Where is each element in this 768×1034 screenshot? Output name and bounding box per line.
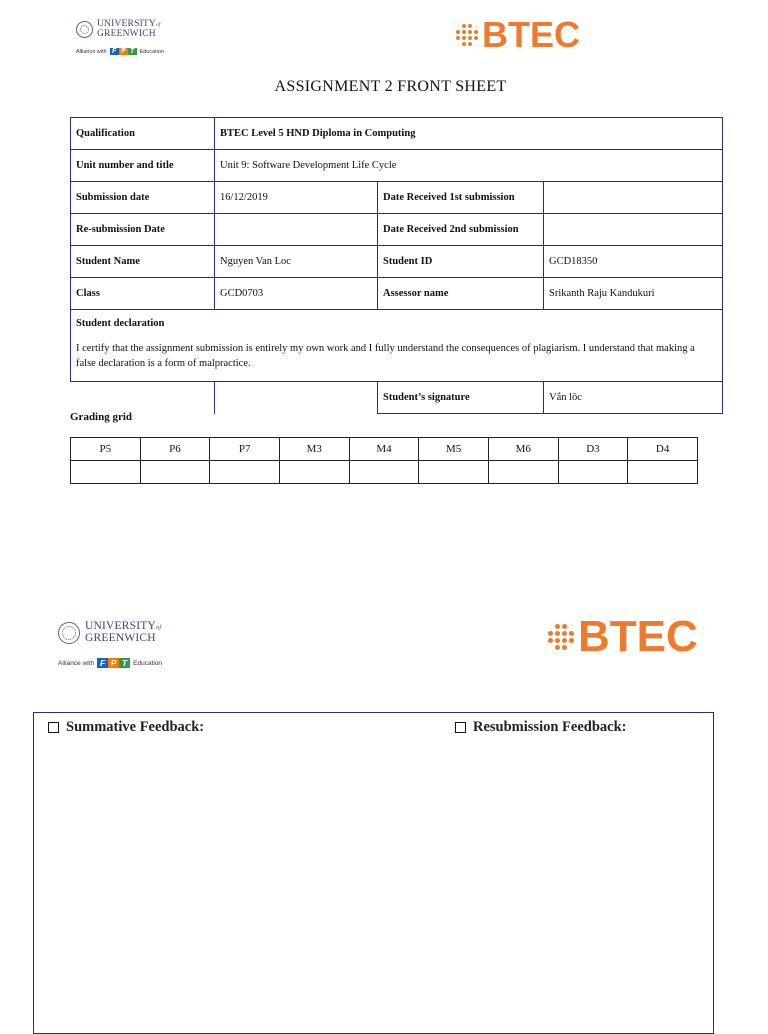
unit-label: Unit number and title — [71, 150, 215, 182]
grading-cell-d3[interactable] — [558, 461, 628, 484]
grading-cell-p6[interactable] — [140, 461, 210, 484]
front-sheet-table — [70, 117, 723, 414]
grading-header-p6: P6 — [140, 438, 210, 461]
grading-header-m5: M5 — [419, 438, 489, 461]
fpt-alliance-line-2: Alliance with F P T Education — [58, 658, 163, 668]
grading-cell-m3[interactable] — [279, 461, 349, 484]
btec-logo-2: BTEC — [548, 612, 698, 662]
resubmission-row — [71, 214, 723, 246]
grading-cell-m6[interactable] — [488, 461, 558, 484]
declaration-cell — [71, 310, 723, 382]
grading-header-p7: P7 — [210, 438, 280, 461]
btec-dot — [462, 24, 466, 28]
grading-cell-p5[interactable] — [71, 461, 141, 484]
signature-value: Vắn lôc — [544, 382, 723, 414]
student-name-value: Nguyen Van Loc — [215, 246, 378, 278]
grading-header-m3: M3 — [279, 438, 349, 461]
class-value: GCD0703 — [215, 278, 378, 310]
declaration-text: I certify that the assignment submission is entirely my own work and I fully understand the consequences of plagiarism. I understand that making a false declaration is a form of malpractice. — [76, 343, 695, 370]
submission-date-value: 16/12/2019 — [215, 182, 378, 214]
btec-dot — [555, 638, 560, 643]
declaration-row — [71, 310, 723, 382]
resubmission-feedback-label: Resubmission Feedback: — [473, 719, 627, 735]
btec-dot — [468, 30, 472, 34]
btec-dot — [569, 631, 574, 636]
btec-dot — [462, 30, 466, 34]
btec-dot — [468, 36, 472, 40]
summative-checkbox[interactable] — [48, 722, 59, 733]
greenwich-logo: UNIVERSITYof GREENWICH — [76, 20, 160, 39]
grading-grid-header-row — [71, 438, 698, 461]
student-id-value: GCD18350 — [544, 246, 723, 278]
student-name-label: Student Name — [71, 246, 215, 278]
unit-value: Unit 9: Software Development Life Cycle — [215, 150, 723, 182]
btec-dot — [462, 42, 466, 46]
fpt-alliance-line: Alliance with F P T Education — [76, 48, 165, 55]
grading-header-m4: M4 — [349, 438, 419, 461]
page-title: ASSIGNMENT 2 FRONT SHEET — [274, 78, 507, 95]
btec-dot — [562, 624, 567, 629]
btec-dot — [548, 638, 553, 643]
assessor-value: Srikanth Raju Kandukuri — [544, 278, 723, 310]
grading-cell-p7[interactable] — [210, 461, 280, 484]
grading-cell-m5[interactable] — [419, 461, 489, 484]
btec-dot — [562, 631, 567, 636]
btec-dot — [456, 30, 460, 34]
grading-header-p5: P5 — [71, 438, 141, 461]
btec-dots-icon — [456, 24, 478, 46]
submission-date-label: Submission date — [71, 182, 215, 214]
btec-dot — [468, 24, 472, 28]
grading-grid-value-row — [71, 461, 698, 484]
feedback-box — [33, 712, 714, 1034]
btec-dot — [474, 30, 478, 34]
btec-dot — [555, 645, 560, 650]
signature-row — [71, 382, 723, 414]
qualification-row — [71, 118, 723, 150]
assessor-label: Assessor name — [378, 278, 544, 310]
grading-cell-d4[interactable] — [628, 461, 698, 484]
date-received-2-label: Date Received 2nd submission — [378, 214, 544, 246]
date-received-1-label: Date Received 1st submission — [378, 182, 544, 214]
btec-dot — [555, 624, 560, 629]
resubmission-date-value[interactable] — [215, 214, 378, 246]
grading-grid-label: Grading grid — [70, 411, 133, 423]
grading-grid-table — [70, 437, 698, 484]
btec-dot — [474, 36, 478, 40]
summative-feedback[interactable] — [48, 719, 204, 736]
greenwich-logo-2: UNIVERSITYof GREENWICH — [58, 621, 161, 644]
btec-dot — [555, 631, 560, 636]
btec-dots-icon — [548, 624, 574, 650]
resubmission-checkbox[interactable] — [455, 722, 466, 733]
qualification-label: Qualification — [71, 118, 215, 150]
signature-label: Student’s signature — [378, 382, 544, 414]
btec-dot — [562, 638, 567, 643]
grading-cell-m4[interactable] — [349, 461, 419, 484]
btec-dot — [462, 36, 466, 40]
grading-header-m6: M6 — [488, 438, 558, 461]
unit-row — [71, 150, 723, 182]
grading-header-d4: D4 — [628, 438, 698, 461]
submission-row — [71, 182, 723, 214]
btec-dot — [569, 638, 574, 643]
btec-logo: BTEC — [456, 14, 580, 56]
resubmission-feedback[interactable] — [455, 719, 626, 736]
student-id-label: Student ID — [378, 246, 544, 278]
greenwich-seal-icon — [58, 622, 80, 644]
student-row — [71, 246, 723, 278]
btec-dot — [456, 36, 460, 40]
btec-dot — [562, 645, 567, 650]
qualification-value: BTEC Level 5 HND Diploma in Computing — [215, 118, 723, 150]
resubmission-date-label: Re-submission Date — [71, 214, 215, 246]
class-row — [71, 278, 723, 310]
fpt-logo-2: F P T — [97, 658, 130, 668]
greenwich-seal-icon — [76, 21, 93, 38]
fpt-logo: F P T — [110, 48, 137, 55]
summative-feedback-label: Summative Feedback: — [66, 719, 205, 735]
grading-header-d3: D3 — [558, 438, 628, 461]
date-received-1-value[interactable] — [544, 182, 723, 214]
date-received-2-value[interactable] — [544, 214, 723, 246]
class-label: Class — [71, 278, 215, 310]
declaration-label: Student declaration — [76, 318, 165, 329]
btec-dot — [468, 42, 472, 46]
btec-dot — [548, 631, 553, 636]
